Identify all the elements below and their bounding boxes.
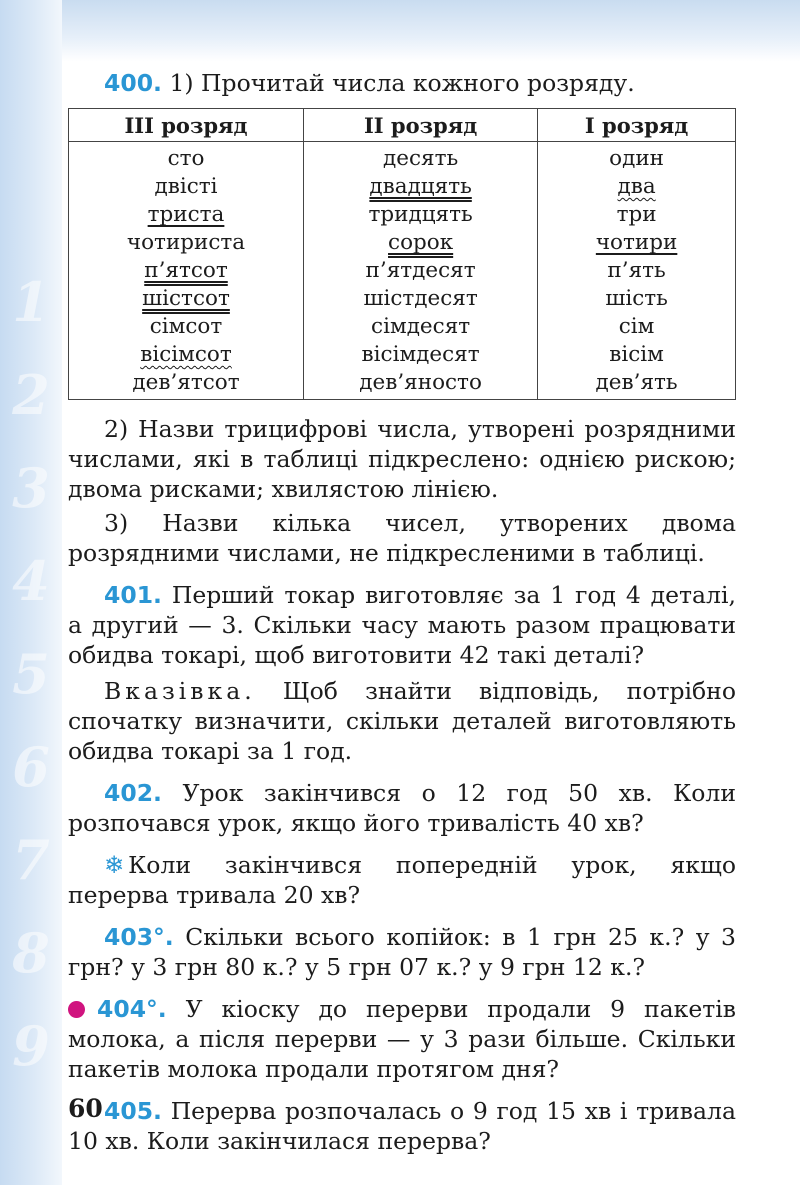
task-400-part2: 2) Назви трицифрові числа, утворені розрядними числами, які в таблиці підкреслено: однією рискою; двома рисками; хвилястою лінією.	[68, 415, 736, 503]
task-405	[68, 1096, 736, 1156]
task-text: Перерва розпочалась о 9 год 15 хв і тривала 10 хв. Коли закінчилася перерва?	[68, 1097, 736, 1155]
table-cell-word	[538, 313, 735, 341]
number-word: дев’ятсот	[132, 370, 240, 395]
table-cell-word	[69, 257, 303, 285]
table-cell-word	[538, 145, 735, 173]
number-word: сто	[167, 146, 205, 171]
hint-label: Вказівка.	[104, 677, 256, 705]
side-digit: 3	[12, 456, 50, 520]
number-word: вісімдесят	[361, 342, 480, 367]
table-cell-word	[538, 201, 735, 229]
number-word: один	[609, 146, 665, 171]
task-text: Коли закінчився попередній урок, якщо перерва тривала 20 хв?	[68, 851, 736, 909]
task-text: 1) Прочитай числа кожного розряду.	[169, 69, 635, 97]
task-number: 403°.	[104, 923, 174, 951]
top-decor-band	[0, 0, 800, 62]
hint-text: Щоб знайти відповідь, потрібно спочатку визначити, скільки деталей виготовляють обидва токарі за 1 год.	[68, 677, 736, 765]
task-402-extra	[68, 850, 736, 910]
page-content	[68, 68, 736, 1156]
table-cell-word	[304, 313, 537, 341]
task-401-hint	[68, 676, 736, 766]
side-digit: 2	[12, 363, 50, 427]
table-cell-word	[69, 369, 303, 397]
table-cell-word	[69, 201, 303, 229]
side-digit: 4	[12, 549, 50, 613]
table-header-cell: II розряд	[304, 109, 538, 142]
table-cell-word	[304, 229, 537, 257]
number-word: сім	[618, 314, 655, 339]
number-word: шістсот	[142, 286, 230, 311]
table-cell-word	[69, 285, 303, 313]
number-word: чотири	[595, 230, 678, 255]
table-header-row	[69, 109, 736, 142]
number-word: двісті	[154, 174, 218, 199]
task-text: Урок закінчився о 12 год 50 хв. Коли розпочався урок, якщо його тривалість 40 хв?	[68, 779, 736, 837]
table-header-cell: III розряд	[69, 109, 304, 142]
number-word: шість	[605, 286, 668, 311]
table-cell-word	[69, 313, 303, 341]
task-number: 404°.	[97, 995, 167, 1023]
table-cell-word	[304, 285, 537, 313]
side-digit: 9	[12, 1014, 50, 1078]
task-402	[68, 778, 736, 838]
number-word: чотириста	[126, 230, 246, 255]
table-cell-word	[69, 145, 303, 173]
side-digit: 1	[12, 270, 50, 334]
table-cell-word	[304, 145, 537, 173]
table-cell-word	[69, 341, 303, 369]
side-digit: 8	[12, 921, 50, 985]
task-404	[68, 994, 736, 1084]
table-cell-word	[538, 369, 735, 397]
table-row	[69, 142, 736, 400]
number-word: сімдесят	[371, 314, 471, 339]
task-number: 401.	[104, 581, 162, 609]
side-digit: 6	[12, 735, 50, 799]
side-decor-band	[0, 0, 62, 1185]
side-digit: 7	[12, 828, 50, 892]
number-word: два	[617, 174, 656, 199]
digit-classes-table	[68, 108, 736, 400]
task-text: Перший токар виготовляє за 1 год 4 деталі, а другий — 3. Скільки часу мають разом працювати обидва токарі, щоб виготовити 42 такі деталі?	[68, 581, 736, 669]
task-403	[68, 922, 736, 982]
number-word: дев’ять	[595, 370, 678, 395]
number-word: три	[616, 202, 657, 227]
number-word: триста	[147, 202, 225, 227]
task-400-part1	[68, 68, 736, 98]
snowflake-icon: ❄	[104, 851, 125, 879]
task-number: 400.	[104, 69, 162, 97]
number-word: двадцять	[369, 174, 472, 199]
difficulty-marker-icon	[68, 1001, 85, 1018]
table-cell-word	[538, 173, 735, 201]
number-word: десять	[383, 146, 459, 171]
page-number: 60	[68, 1094, 103, 1123]
number-word: тридцять	[368, 202, 473, 227]
column-tens	[304, 142, 538, 400]
number-word: сімсот	[149, 314, 223, 339]
side-digits	[6, 270, 56, 1107]
number-word: шістдесят	[363, 286, 478, 311]
table-cell-word	[69, 173, 303, 201]
table-cell-word	[304, 201, 537, 229]
table-cell-word	[538, 285, 735, 313]
number-word: вісім	[609, 342, 664, 367]
number-word: вісімсот	[140, 342, 232, 367]
number-word: сорок	[388, 230, 454, 255]
side-digit: 5	[12, 642, 50, 706]
table-cell-word	[304, 257, 537, 285]
task-text: У кіоску до перерви продали 9 пакетів молока, а після перерви — у 3 рази більше. Скільки пакетів молока продали протягом дня?	[68, 995, 736, 1083]
task-number: 402.	[104, 779, 162, 807]
table-cell-word	[304, 341, 537, 369]
number-word: п’ятсот	[144, 258, 228, 283]
table-cell-word	[304, 173, 537, 201]
column-hundreds	[69, 142, 304, 400]
table-cell-word	[538, 257, 735, 285]
table-cell-word	[538, 341, 735, 369]
table-cell-word	[69, 229, 303, 257]
number-word: дев’яносто	[359, 370, 482, 395]
task-400-part3: 3) Назви кілька чисел, утворених двома розрядними числами, не підкресленими в таблиці.	[68, 509, 736, 567]
task-401	[68, 580, 736, 670]
table-header-cell: I розряд	[538, 109, 736, 142]
table-cell-word	[304, 369, 537, 397]
column-units	[538, 142, 736, 400]
number-word: п’ять	[607, 258, 666, 283]
task-text: Скільки всього копійок: в 1 грн 25 к.? у 3 грн? у 3 грн 80 к.? у 5 грн 07 к.? у 9 грн 12 к.?	[68, 923, 736, 981]
number-word: п’ятдесят	[365, 258, 476, 283]
task-number: 405.	[104, 1097, 162, 1125]
table-cell-word	[538, 229, 735, 257]
